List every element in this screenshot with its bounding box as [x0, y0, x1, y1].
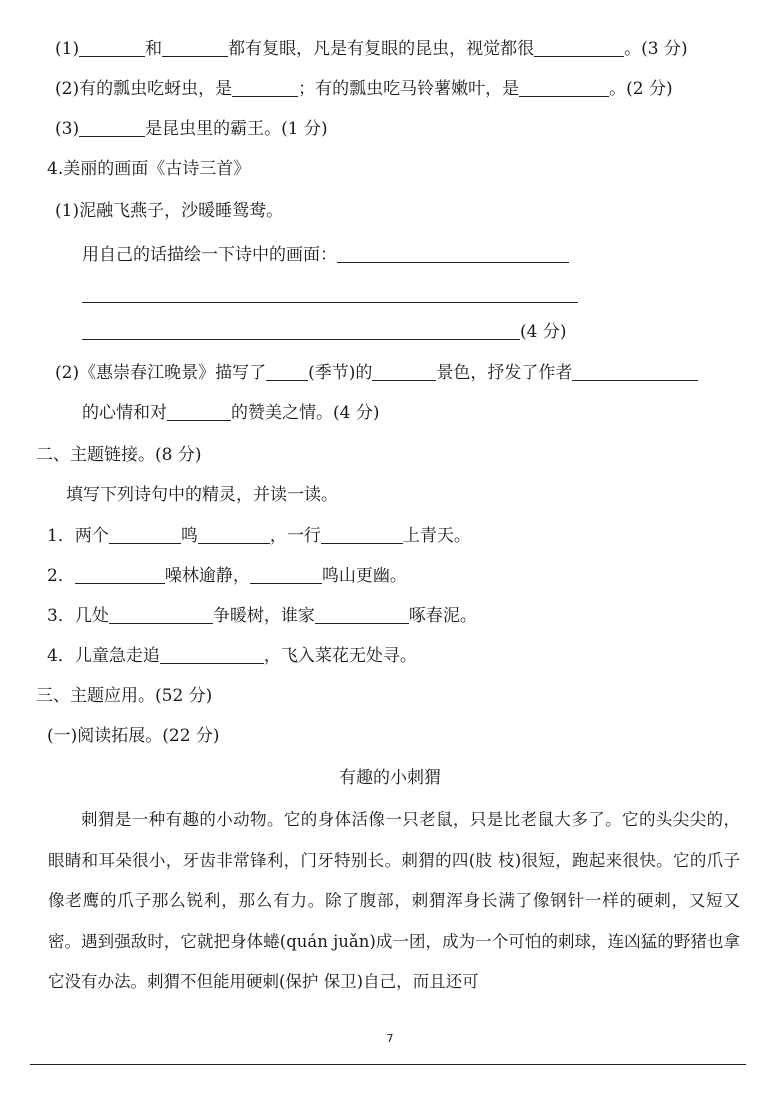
subsection-reading-heading: (一)阅读拓展。(22 分): [47, 726, 220, 746]
question-3-1: [55, 37, 688, 61]
answer-blank[interactable]: [160, 645, 264, 664]
section-2-heading: 二、主题链接。(8 分): [36, 445, 202, 465]
score-text: 。(2 分): [609, 79, 673, 99]
passage-text: 刺猬是一种有趣的小动物。它的身体活像一只老鼠，只是比老鼠大多了。它的头尖尖的，眼睛和耳朵很小，牙齿非常锋利，门牙特别长。刺猬的四(肢 枝)很短，跑起来很快。它的爪子像老鹰的爪子那么锐利，那么有力。除了腹部，刺猬浑身长满了像钢针一样的硬刺，又短又密。遇到强敌时，它就把身体蜷(quán juǎn)成一团，成为一个可怕的刺球，连凶猛的野猪也拿它没有办法。刺猬不但能用硬刺(保护 保卫)自己，而且还可: [48, 810, 740, 991]
question-text: 的赞美之情。(4 分): [231, 403, 380, 423]
answer-blank[interactable]: [109, 525, 181, 544]
answer-blank[interactable]: [232, 78, 298, 97]
answer-blank[interactable]: [315, 605, 409, 624]
section-2-instruction: 填写下列诗句中的精灵，并读一读。: [66, 485, 338, 505]
answer-blank[interactable]: [79, 38, 145, 57]
question-text: 都有复眼，凡是有复眼的昆虫，视觉都很: [228, 39, 535, 59]
question-4-2-continued: [82, 401, 379, 425]
question-text: 是昆虫里的霸王。(1 分): [145, 119, 328, 139]
answer-blank[interactable]: [372, 362, 436, 381]
answer-blank[interactable]: [572, 362, 698, 381]
question-text: (2)《惠崇春江晚景》描写了: [55, 363, 267, 383]
poem-item-2: [47, 564, 407, 588]
item-label: (3): [55, 119, 80, 139]
answer-blank[interactable]: [79, 118, 145, 137]
answer-line-with-score: [82, 320, 566, 344]
footer-rule: [30, 1064, 746, 1065]
answer-blank[interactable]: [198, 525, 270, 544]
answer-blank[interactable]: [321, 525, 403, 544]
poem-text: 1．两个: [47, 526, 109, 546]
answer-line: [82, 283, 578, 307]
poem-text: ，飞入菜花无处寻。: [263, 646, 417, 666]
prompt-text: 用自己的话描绘一下诗中的画面：: [82, 245, 337, 265]
question-4-1-prompt: [82, 243, 569, 267]
poem-text: 上青天。: [402, 526, 471, 546]
poem-text: ，一行: [269, 526, 321, 546]
poem-item-3: [47, 604, 477, 628]
question-text: (季节)的: [308, 363, 373, 383]
poem-text: 鸣山更幽。: [321, 566, 407, 586]
question-text: ；有的瓢虫吃马铃薯嫩叶，是: [298, 79, 520, 99]
section-3-heading: 三、主题应用。(52 分): [36, 686, 213, 706]
question-text: 景色，抒发了作者: [436, 363, 573, 383]
answer-blank[interactable]: [250, 565, 322, 584]
question-text: (2)有的瓢虫吃蚜虫，是: [55, 79, 233, 99]
answer-blank[interactable]: [162, 38, 228, 57]
poem-text: 3．几处: [47, 606, 109, 626]
question-text: 的心情和对: [82, 403, 167, 423]
poem-text: 4．儿童急走追: [47, 646, 160, 666]
passage-title: 有趣的小刺猬: [339, 768, 441, 788]
poem-text: 2．: [47, 566, 75, 586]
poem-text: 鸣: [180, 526, 198, 546]
answer-blank[interactable]: [266, 362, 308, 381]
page-number: 7: [386, 1032, 394, 1045]
answer-blank[interactable]: [82, 284, 578, 303]
question-text: 和: [145, 39, 163, 59]
answer-blank[interactable]: [75, 565, 165, 584]
poem-text: 噪林逾静，: [164, 566, 250, 586]
question-3-2: [55, 77, 673, 101]
answer-blank[interactable]: [337, 244, 569, 263]
score-text: 。(3 分): [624, 39, 688, 59]
score-text: (4 分): [520, 322, 567, 342]
answer-blank[interactable]: [82, 321, 520, 340]
question-3-3: [55, 117, 328, 141]
answer-blank[interactable]: [519, 78, 609, 97]
question-4-1: (1)泥融飞燕子，沙暖睡鸳鸯。: [55, 201, 284, 221]
poem-item-4: [47, 644, 417, 668]
answer-blank[interactable]: [109, 605, 213, 624]
question-4-2: [55, 361, 698, 385]
poem-text: 争暖树，谁家: [212, 606, 315, 626]
answer-blank[interactable]: [534, 38, 624, 57]
poem-text: 啄春泥。: [408, 606, 477, 626]
item-label: (1): [55, 39, 80, 59]
question-4-heading: 4.美丽的画面《古诗三首》: [47, 159, 251, 179]
poem-item-1: [47, 524, 471, 548]
answer-blank[interactable]: [167, 402, 231, 421]
